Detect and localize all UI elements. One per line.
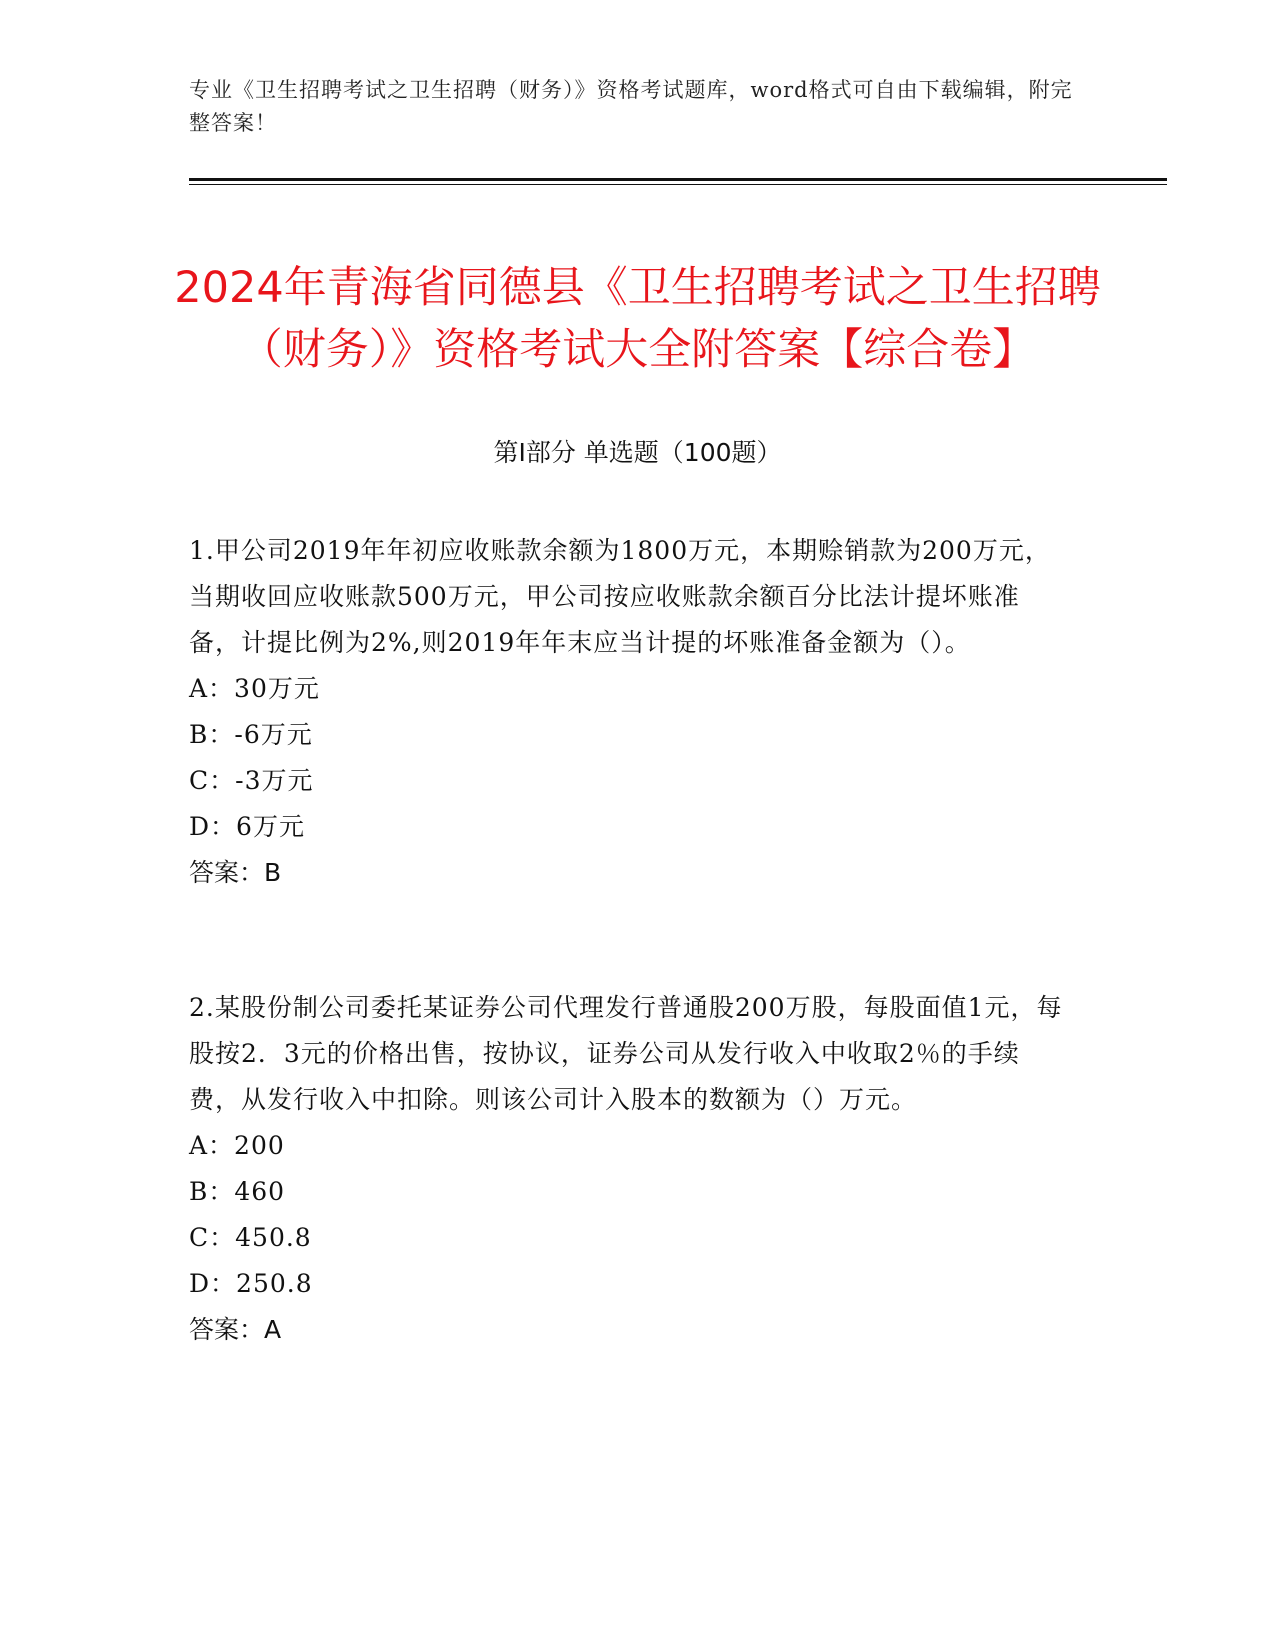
option-c: C：450.8 [189,1223,312,1252]
question-2 [189,985,1069,1353]
header-divider-thick [189,178,1167,181]
answer-line: 答案：A [189,1315,282,1344]
header-note: 专业《卫生招聘考试之卫生招聘（财务）》资格考试题库，word格式可自由下载编辑，附完整答案！ [189,78,1073,135]
question-1 [189,528,1069,896]
answer-line: 答案：B [189,858,282,887]
document-title: 2024年青海省同德县《卫生招聘考试之卫生招聘（财务）》资格考试大全附答案【综合卷】 [174,262,1101,375]
question-stem: 1.甲公司2019年年初应收账款余额为1800万元，本期赊销款为200万元，当期收回应收账款500万元，甲公司按应收账款余额百分比法计提坏账准备，计提比例为2%,则2019年年末应当计提的坏账准备金额为（）。 [189,536,1051,657]
option-c: C：-3万元 [189,766,314,795]
header-divider-thin [189,184,1167,185]
option-d: D：250.8 [189,1269,313,1298]
option-a: A：200 [189,1131,285,1160]
question-stem: 2.某股份制公司委托某证券公司代理发行普通股200万股，每股面值1元，每股按2．3元的价格出售，按协议，证券公司从发行收入中收取2％的手续费，从发行收入中扣除。则该公司计入股本的数额为（）万元。 [189,993,1063,1114]
option-b: B：460 [189,1177,286,1206]
option-b: B：-6万元 [189,720,313,749]
section-heading: 第I部分 单选题（100题） [493,438,782,467]
option-d: D：6万元 [189,812,305,841]
option-a: A：30万元 [189,674,320,703]
